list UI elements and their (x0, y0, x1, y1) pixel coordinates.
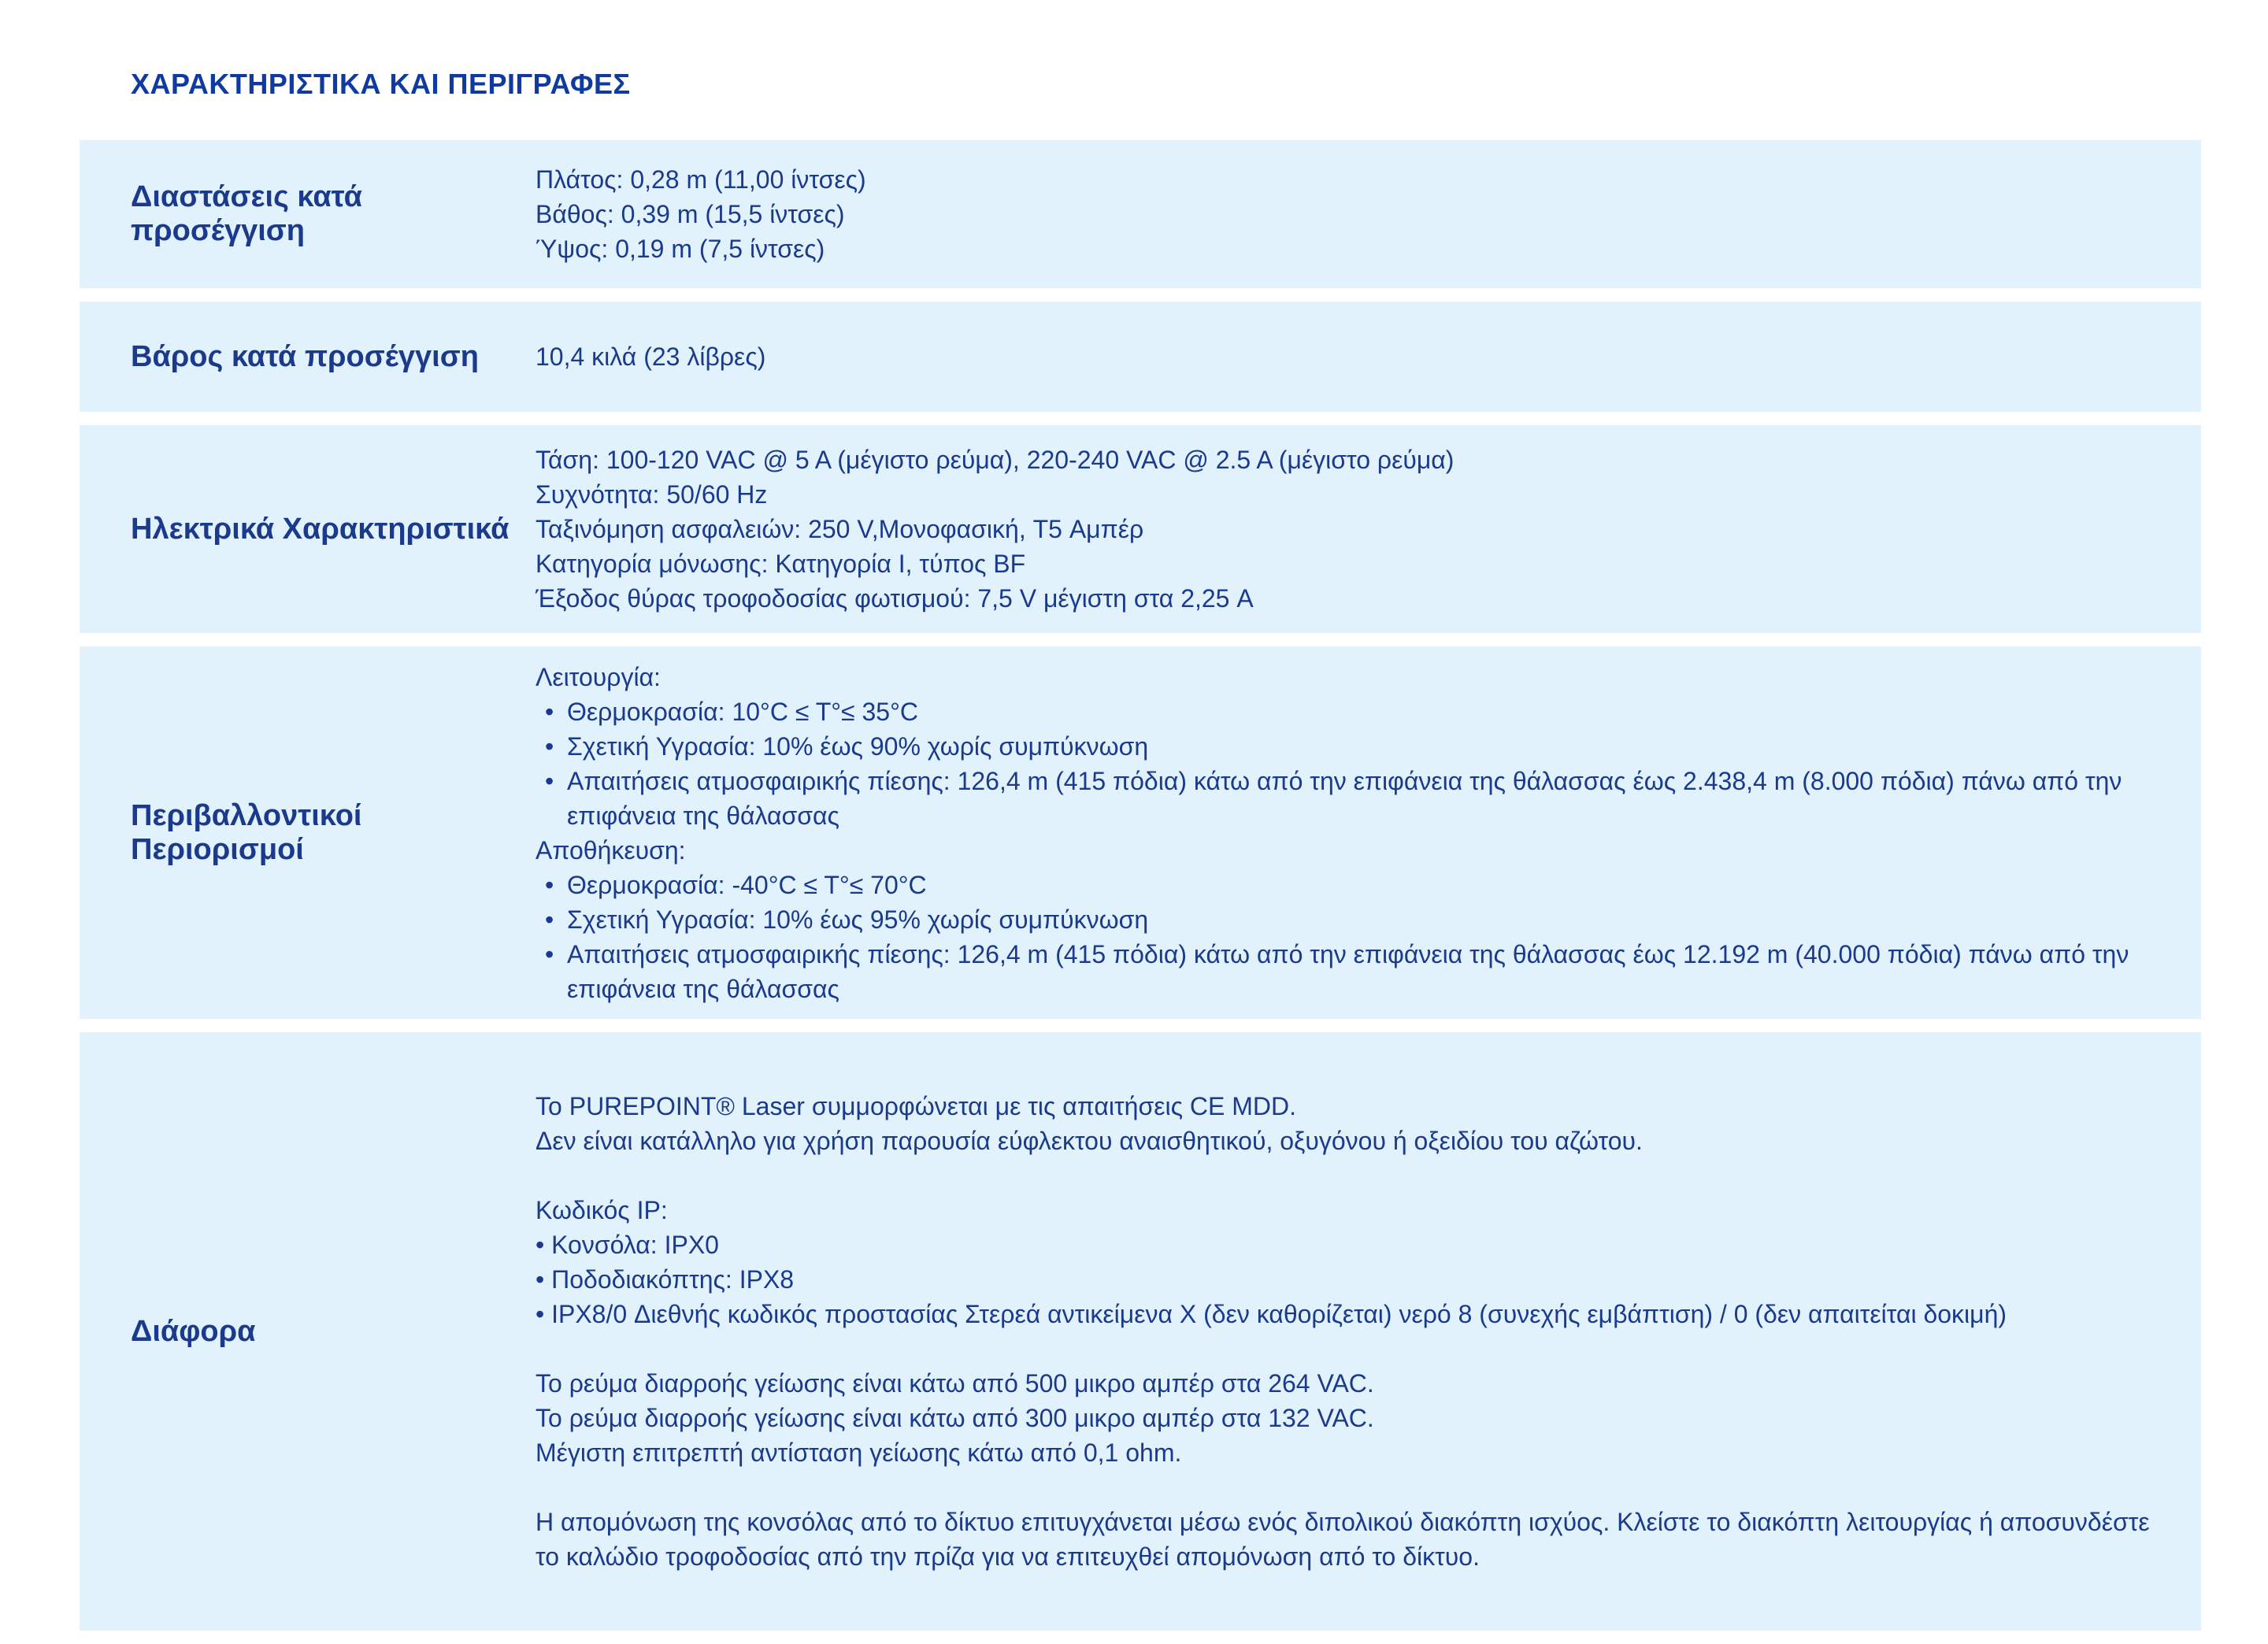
spec-row-dimensions (80, 140, 2201, 288)
value-line: 10,4 κιλά (23 λίβρες) (536, 342, 766, 371)
list-item: • Σχετική Υγρασία: 10% έως 90% χωρίς συμπύκνωση (536, 729, 2170, 764)
row-label: Διάφορα (131, 1314, 256, 1348)
list-item: • Κονσόλα: IPX0 (536, 1231, 719, 1259)
spacer (536, 1470, 2170, 1505)
list-item: • Θερμοκρασία: -40°C ≤ T°≤ 70°C (536, 868, 2170, 902)
row-value (536, 1089, 2201, 1574)
list-item: • Θερμοκρασία: 10°C ≤ T°≤ 35°C (536, 694, 2170, 729)
row-label: Ηλεκτρικά Χαρακτηριστικά (131, 512, 510, 546)
list-item: • IPX8/0 Διεθνής κωδικός προστασίας Στερεά αντικείμενα X (δεν καθορίζεται) νερό 8 (συνεχής εμβάπτιση) / 0 (δεν απαιτείται δοκιμή) (536, 1300, 2007, 1328)
value-line: Το PUREPOINT® Laser συμμορφώνεται με τις απαιτήσεις CE MDD. (536, 1092, 1296, 1120)
row-value (536, 162, 2201, 266)
row-value (536, 442, 2201, 616)
spec-row-environment (80, 646, 2201, 1019)
value-line: Η απομόνωση της κονσόλας από το δίκτυο επιτυγχάνεται μέσω ενός διπολικού διακόπτη ισχύος. Κλείστε το διακόπτη λειτουργίας ή αποσυνδέστε το καλώδιο τροφοδοσίας από την πρίζα για να επιτευχθεί απομόνωση από το δίκτυο. (536, 1508, 2150, 1571)
list-item: • Ποδοδιακόπτης: IPX8 (536, 1265, 795, 1294)
storage-heading: Αποθήκευση: (536, 835, 686, 865)
value-line: Κατηγορία μόνωσης: Κατηγορία I, τύπος BF (536, 550, 1026, 578)
value-line: Ταξινόμηση ασφαλειών: 250 V,Μονοφασική, T5 Αμπέρ (536, 515, 1144, 543)
value-line: Το ρεύμα διαρροής γείωσης είναι κάτω από 500 μικρο αμπέρ στα 264 VAC. (536, 1369, 1374, 1398)
value-line: Δεν είναι κατάλληλο για χρήση παρουσία εύφλεκτου αναισθητικού, οξυγόνου ή οξειδίου του αζώτου. (536, 1127, 1643, 1155)
value-line: Το ρεύμα διαρροής γείωσης είναι κάτω από 300 μικρο αμπέρ στα 132 VAC. (536, 1404, 1374, 1432)
value-line: Πλάτος: 0,28 m (11,00 ίντσες) (536, 165, 866, 194)
row-label: Περιβαλλοντικοί Περιορισμοί (131, 798, 362, 866)
spec-row-misc (80, 1032, 2201, 1631)
ip-heading: Κωδικός IP: (536, 1196, 668, 1224)
value-line: Μέγιστη επιτρεπτή αντίσταση γείωσης κάτω από 0,1 ohm. (536, 1438, 1182, 1467)
value-line: Βάθος: 0,39 m (15,5 ίντσες) (536, 200, 845, 228)
spec-row-electrical (80, 425, 2201, 633)
spacer (536, 1331, 2170, 1366)
row-value (536, 660, 2201, 1006)
list-item: • Απαιτήσεις ατμοσφαιρικής πίεσης: 126,4 m (415 πόδια) κάτω από την επιφάνεια της θάλασσας έως 12.192 m (40.000 πόδια) πάνω από την επιφάνεια της θάλασσας (536, 937, 2170, 1006)
row-value (536, 339, 2201, 374)
row-label: Βάρος κατά προσέγγιση (131, 339, 479, 373)
operation-heading: Λειτουργία: (536, 662, 661, 691)
value-line: Συχνότητα: 50/60 Hz (536, 480, 768, 509)
value-line: Τάση: 100-120 VAC @ 5 A (μέγιστο ρεύμα), 220-240 VAC @ 2.5 A (μέγιστο ρεύμα) (536, 446, 1455, 474)
spec-row-weight (80, 302, 2201, 412)
list-item: • Σχετική Υγρασία: 10% έως 95% χωρίς συμπύκνωση (536, 902, 2170, 937)
page-title: ΧΑΡΑΚΤΗΡΙΣΤΙΚΑ ΚΑΙ ΠΕΡΙΓΡΑΦΕΣ (131, 68, 631, 100)
list-item: • Απαιτήσεις ατμοσφαιρικής πίεσης: 126,4 m (415 πόδια) κάτω από την επιφάνεια της θάλασσας έως 2.438,4 m (8.000 πόδια) πάνω από την επιφάνεια της θάλασσας (536, 764, 2170, 833)
spec-table (80, 140, 2201, 1644)
row-label: Διαστάσεις κατά προσέγγιση (131, 180, 362, 247)
value-line: Έξοδος θύρας τροφοδοσίας φωτισμού: 7,5 V μέγιστη στα 2,25 A (536, 584, 1254, 613)
spacer (536, 1158, 2170, 1193)
value-line: Ύψος: 0,19 m (7,5 ίντσες) (536, 235, 825, 263)
